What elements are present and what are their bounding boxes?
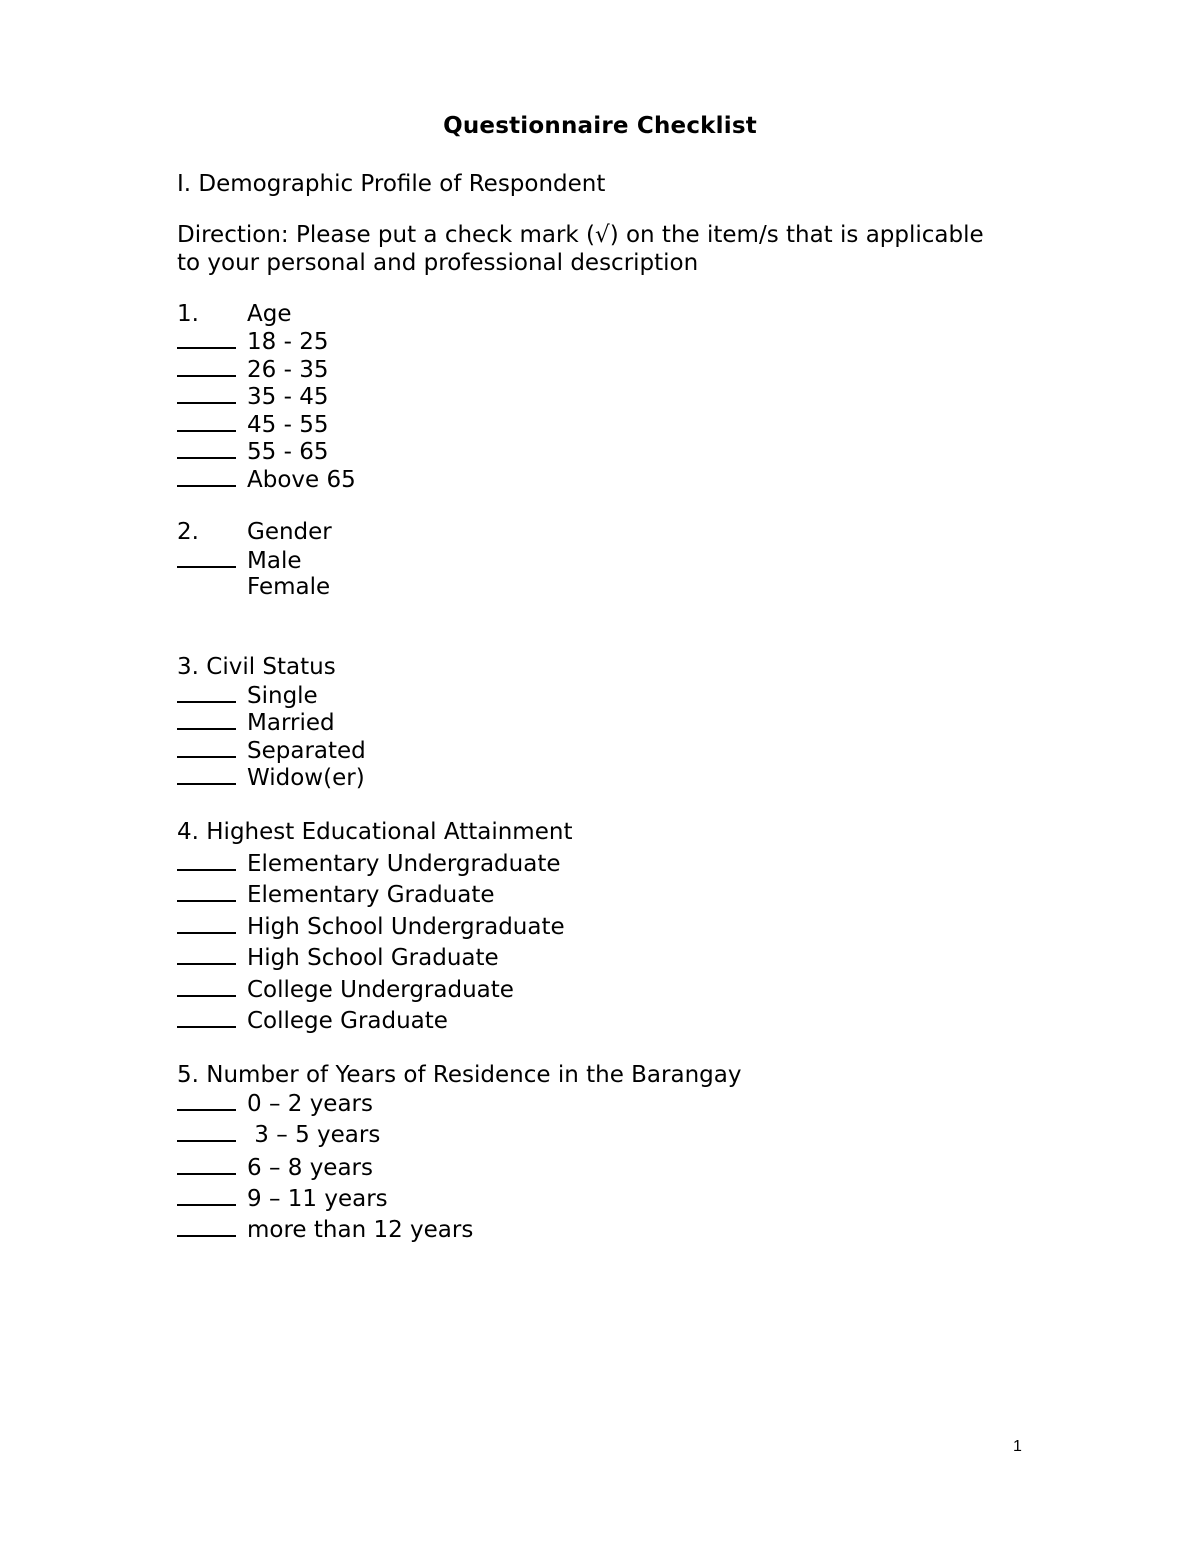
page-number: 1 [1013,1438,1022,1455]
option-row [177,1120,380,1149]
check-blank[interactable] [177,546,236,568]
option-label: 45 - 55 [247,412,329,438]
option-row [177,546,301,575]
question-age [177,300,291,328]
check-blank[interactable] [177,943,236,965]
section-heading: I. Demographic Profile of Respondent [177,171,606,197]
option-label: Male [247,548,302,574]
check-blank[interactable] [177,355,236,377]
check-blank[interactable] [177,1184,236,1206]
option-label: Elementary Undergraduate [247,851,561,877]
check-blank[interactable] [177,1006,236,1028]
check-blank[interactable] [177,849,236,871]
option-label: Widow(er) [247,765,365,791]
option-row [177,1006,448,1035]
option-row [177,382,328,411]
option-row [177,849,561,878]
option-row [177,943,499,972]
option-row [177,975,514,1004]
check-blank[interactable] [177,1120,236,1142]
check-blank[interactable] [177,1215,236,1237]
option-row [177,355,328,384]
question-number: 1. [177,301,199,327]
check-blank[interactable] [177,681,236,703]
direction-line-1: Direction: Please put a check mark (√) on the item/s that is applicable [177,222,984,248]
question-civil-status: 3. Civil Status [177,654,336,680]
option-row [177,437,328,466]
question-education: 4. Highest Educational Attainment [177,819,573,845]
option-label: 26 - 35 [247,357,329,383]
option-label: High School Undergraduate [247,914,565,940]
option-row [177,573,330,601]
direction-line-2: to your personal and professional description [177,250,699,276]
option-row [177,1153,373,1182]
check-blank[interactable] [177,382,236,404]
option-label: 35 - 45 [247,384,329,410]
option-row [177,763,365,792]
option-row [177,736,366,765]
check-blank[interactable] [177,465,236,487]
option-row [177,327,328,356]
option-row [177,1089,373,1118]
option-label: College Graduate [247,1008,448,1034]
option-row [177,708,335,737]
option-label: more than 12 years [247,1217,474,1243]
check-blank[interactable] [177,1153,236,1175]
option-label: Married [247,710,335,736]
check-blank[interactable] [177,912,236,934]
check-blank[interactable] [177,763,236,785]
option-label: Above 65 [247,467,356,493]
question-label: Gender [247,519,332,545]
option-row [177,880,495,909]
option-label: 9 – 11 years [247,1186,388,1212]
option-label: 0 – 2 years [247,1091,373,1117]
check-blank[interactable] [177,975,236,997]
option-label: 18 - 25 [247,329,329,355]
question-gender [177,518,332,546]
option-label: High School Graduate [247,945,499,971]
check-blank[interactable] [177,327,236,349]
page-title: Questionnaire Checklist [443,113,757,139]
option-label: College Undergraduate [247,977,514,1003]
option-label: Separated [247,738,366,764]
option-row [177,681,318,710]
option-row [177,1215,473,1244]
check-blank[interactable] [177,736,236,758]
question-label: Age [247,301,292,327]
check-blank[interactable] [177,708,236,730]
check-blank[interactable] [177,1089,236,1111]
check-blank[interactable] [177,437,236,459]
option-label: Elementary Graduate [247,882,495,908]
option-label: 3 – 5 years [247,1122,381,1148]
option-row [177,912,565,941]
option-row [177,1184,388,1213]
option-label: Single [247,683,318,709]
option-label: 6 – 8 years [247,1155,373,1181]
option-row [177,465,356,494]
check-blank[interactable] [177,410,236,432]
option-label: 55 - 65 [247,439,329,465]
check-blank[interactable] [177,880,236,902]
question-number: 2. [177,519,199,545]
option-label: Female [247,574,331,600]
option-row [177,410,328,439]
question-residence: 5. Number of Years of Residence in the Barangay [177,1062,742,1088]
